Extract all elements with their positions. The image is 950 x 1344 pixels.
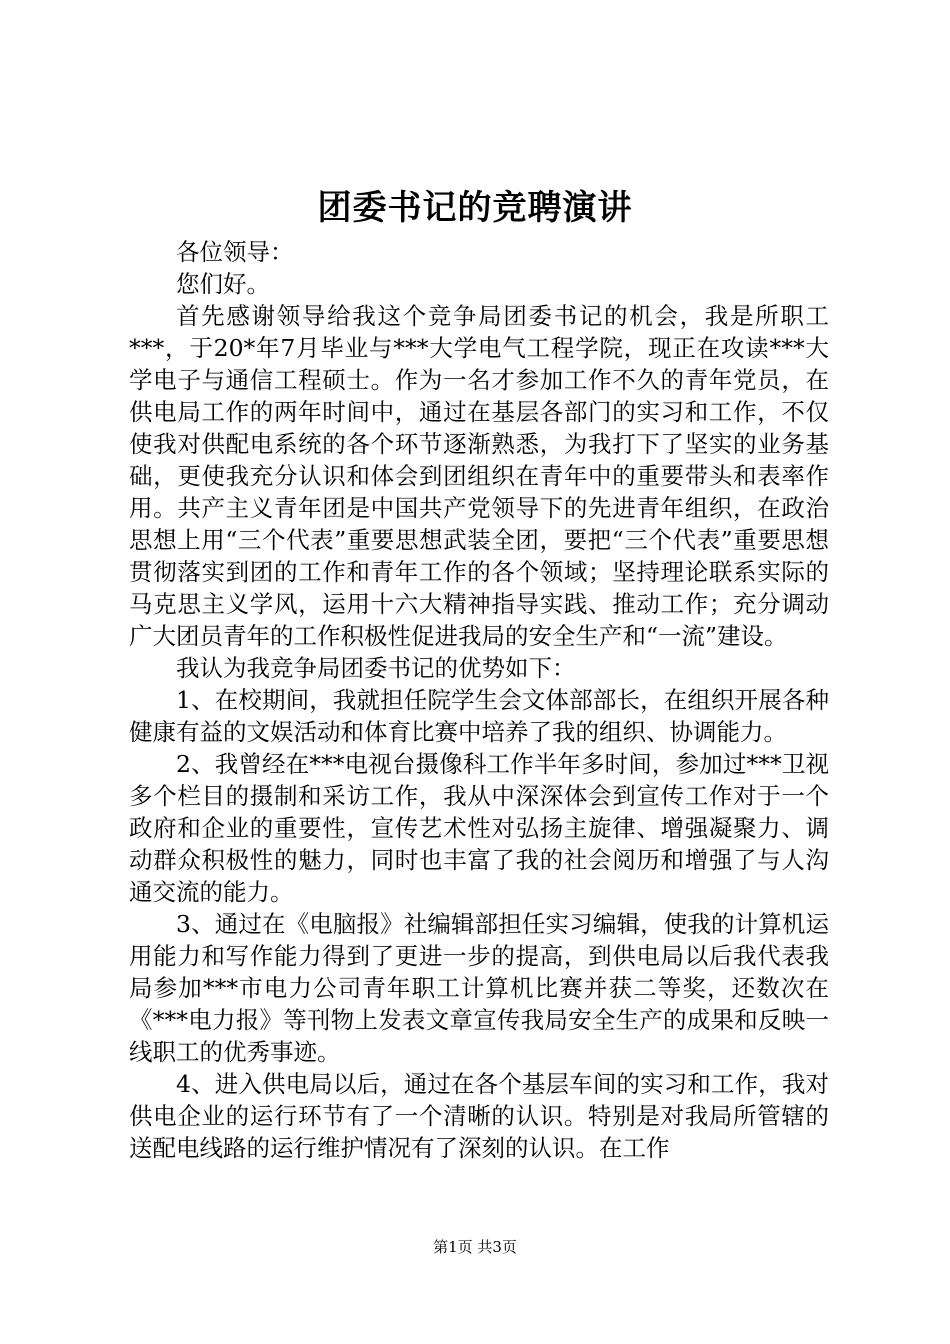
- body-paragraph: 4、进入供电局以后，通过在各个基层车间的实习和工作，我对供电企业的运行环节有了一个清晰的认识。特别是对我局所管辖的送配电线路的运行维护情况有了深刻的认识。在工作: [129, 1070, 829, 1162]
- body-paragraph: 我认为我竞争局团委书记的优势如下：: [176, 654, 576, 682]
- body-paragraph: 3、通过在《电脑报》社编辑部担任实习编辑，使我的计算机运用能力和写作能力得到了更进一步的提高，到供电局以后我代表我局参加***市电力公司青年职工计算机比赛并获二等奖，还数次在《***电力报》等刊物上发表文章宣传我局安全生产的成果和反映一线职工的优秀事迹。: [129, 910, 829, 1066]
- salutation: 各位领导：: [176, 238, 294, 266]
- document-body: [129, 236, 829, 1164]
- document-title: 团委书记的竞聘演讲: [317, 188, 633, 228]
- page-footer: 第1页 共3页: [433, 1238, 517, 1256]
- body-paragraph: 2、我曾经在***电视台摄像科工作半年多时间，参加过***卫视多个栏目的摄制和采访工作，我从中深深体会到宣传工作对于一个政府和企业的重要性，宣传艺术性对弘扬主旋律、增强凝聚力、调动群众积极性的魅力，同时也丰富了我的社会阅历和增强了与人沟通交流的能力。: [129, 750, 829, 906]
- body-paragraph: 1、在校期间，我就担任院学生会文体部部长，在组织开展各种健康有益的文娱活动和体育比赛中培养了我的组织、协调能力。: [129, 686, 829, 746]
- greeting: 您们好。: [176, 270, 270, 298]
- body-paragraph: 首先感谢领导给我这个竞争局团委书记的机会，我是所职工***，于20*年7月毕业与***大学电气工程学院，现正在攻读***大学电子与通信工程硕士。作为一名才参加工作不久的青年党员，在供电局工作的两年时间中，通过在基层各部门的实习和工作，不仅使我对供配电系统的各个环节逐渐熟悉，为我打下了坚实的业务基础，更使我充分认识和体会到团组织在青年中的重要带头和表率作用。共产主义青年团是中国共产党领导下的先进青年组织，在政治思想上用“三个代表”重要思想武装全团，要把“三个代表”重要思想贯彻落实到团的工作和青年工作的各个领域；坚持理论联系实际的马克思主义学风，运用十六大精神指导实践、推动工作；充分调动广大团员青年的工作积极性促进我局的安全生产和“一流”建设。: [129, 302, 829, 650]
